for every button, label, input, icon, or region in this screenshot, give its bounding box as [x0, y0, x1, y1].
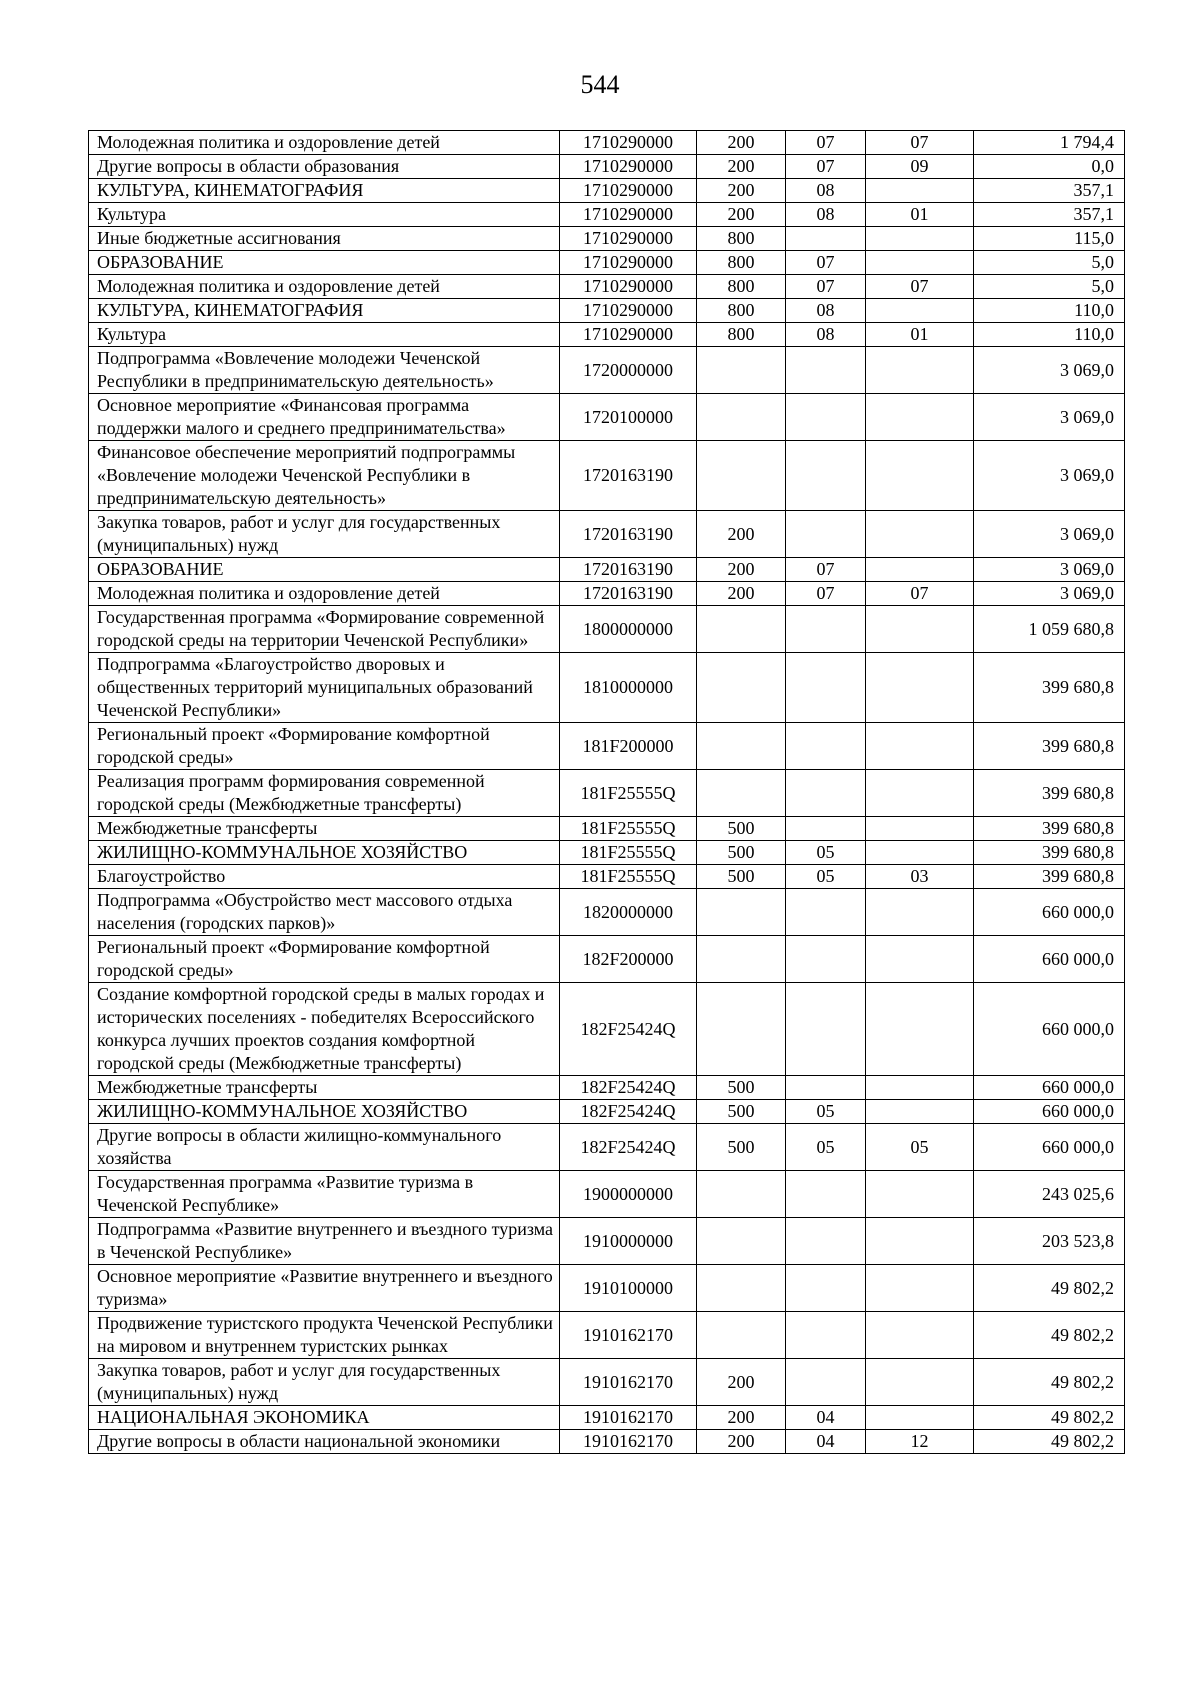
row-amount-cell: 660 000,0 — [974, 1100, 1125, 1124]
row-section-cell — [786, 653, 866, 723]
row-code-cell: 182F25424Q — [560, 1076, 697, 1100]
table-row — [89, 179, 1125, 203]
row-name-cell: Подпрограмма «Обустройство мест массового отдыха населения (городских парков)» — [89, 889, 560, 936]
row-expense-type-cell: 200 — [697, 511, 786, 558]
row-expense-type-cell — [697, 394, 786, 441]
row-code-cell: 1710290000 — [560, 227, 697, 251]
table-row — [89, 1218, 1125, 1265]
row-expense-type-cell: 200 — [697, 1430, 786, 1454]
row-section-cell — [786, 983, 866, 1076]
row-code-cell: 1910100000 — [560, 1265, 697, 1312]
row-name-cell: Подпрограмма «Вовлечение молодежи Чеченской Республики в предпринимательскую деятельность» — [89, 347, 560, 394]
row-expense-type-cell — [697, 770, 786, 817]
row-expense-type-cell — [697, 983, 786, 1076]
row-expense-type-cell: 500 — [697, 865, 786, 889]
row-code-cell: 1710290000 — [560, 155, 697, 179]
table-row — [89, 723, 1125, 770]
row-section-cell — [786, 1218, 866, 1265]
row-section-cell: 07 — [786, 582, 866, 606]
row-name-cell: Другие вопросы в области национальной экономики — [89, 1430, 560, 1454]
row-code-cell: 1710290000 — [560, 251, 697, 275]
row-amount-cell: 203 523,8 — [974, 1218, 1125, 1265]
row-expense-type-cell: 200 — [697, 558, 786, 582]
row-expense-type-cell — [697, 1218, 786, 1265]
table-row — [89, 1312, 1125, 1359]
row-name-cell: Государственная программа «Формирование современной городской среды на территории Чеченской Республики» — [89, 606, 560, 653]
row-subsection-cell: 07 — [866, 582, 974, 606]
row-section-cell — [786, 394, 866, 441]
row-name-cell: Основное мероприятие «Развитие внутреннего и въездного туризма» — [89, 1265, 560, 1312]
row-amount-cell: 3 069,0 — [974, 347, 1125, 394]
row-name-cell: Молодежная политика и оздоровление детей — [89, 582, 560, 606]
row-expense-type-cell — [697, 889, 786, 936]
table-row — [89, 1430, 1125, 1454]
row-expense-type-cell — [697, 347, 786, 394]
row-section-cell — [786, 1359, 866, 1406]
row-name-cell: Молодежная политика и оздоровление детей — [89, 275, 560, 299]
row-subsection-cell — [866, 1171, 974, 1218]
row-section-cell — [786, 770, 866, 817]
row-name-cell: Закупка товаров, работ и услуг для государственных (муниципальных) нужд — [89, 511, 560, 558]
row-section-cell — [786, 227, 866, 251]
row-code-cell: 182F25424Q — [560, 1124, 697, 1171]
row-name-cell: Другие вопросы в области образования — [89, 155, 560, 179]
row-amount-cell: 49 802,2 — [974, 1312, 1125, 1359]
row-amount-cell: 399 680,8 — [974, 653, 1125, 723]
row-amount-cell: 110,0 — [974, 323, 1125, 347]
row-subsection-cell — [866, 1100, 974, 1124]
row-code-cell: 1710290000 — [560, 131, 697, 155]
table-row — [89, 817, 1125, 841]
row-expense-type-cell: 200 — [697, 179, 786, 203]
row-amount-cell: 357,1 — [974, 203, 1125, 227]
row-section-cell: 08 — [786, 299, 866, 323]
table-row — [89, 131, 1125, 155]
row-subsection-cell — [866, 251, 974, 275]
row-expense-type-cell: 200 — [697, 582, 786, 606]
row-name-cell: Молодежная политика и оздоровление детей — [89, 131, 560, 155]
row-expense-type-cell: 500 — [697, 1124, 786, 1171]
row-name-cell: Подпрограмма «Благоустройство дворовых и общественных территорий муниципальных образований Чеченской Республики» — [89, 653, 560, 723]
row-expense-type-cell: 500 — [697, 1100, 786, 1124]
row-code-cell: 182F25424Q — [560, 1100, 697, 1124]
row-expense-type-cell — [697, 1265, 786, 1312]
table-row — [89, 1124, 1125, 1171]
row-code-cell: 182F25424Q — [560, 983, 697, 1076]
row-code-cell: 1910162170 — [560, 1359, 697, 1406]
row-name-cell: ЖИЛИЩНО-КОММУНАЛЬНОЕ ХОЗЯЙСТВО — [89, 841, 560, 865]
row-code-cell: 1720100000 — [560, 394, 697, 441]
row-code-cell: 182F200000 — [560, 936, 697, 983]
row-section-cell: 05 — [786, 841, 866, 865]
table-row — [89, 770, 1125, 817]
row-name-cell: ОБРАЗОВАНИЕ — [89, 558, 560, 582]
row-code-cell: 1810000000 — [560, 653, 697, 723]
row-section-cell: 04 — [786, 1406, 866, 1430]
row-amount-cell: 660 000,0 — [974, 889, 1125, 936]
row-expense-type-cell — [697, 1171, 786, 1218]
row-subsection-cell — [866, 889, 974, 936]
row-amount-cell: 110,0 — [974, 299, 1125, 323]
row-amount-cell: 3 069,0 — [974, 511, 1125, 558]
row-name-cell: Благоустройство — [89, 865, 560, 889]
row-amount-cell: 399 680,8 — [974, 723, 1125, 770]
row-name-cell: Подпрограмма «Развитие внутреннего и въездного туризма в Чеченской Республике» — [89, 1218, 560, 1265]
row-code-cell: 181F25555Q — [560, 865, 697, 889]
row-code-cell: 181F25555Q — [560, 817, 697, 841]
row-subsection-cell — [866, 394, 974, 441]
row-section-cell: 05 — [786, 1124, 866, 1171]
table-row — [89, 1265, 1125, 1312]
row-code-cell: 1720163190 — [560, 558, 697, 582]
row-amount-cell: 1 794,4 — [974, 131, 1125, 155]
row-amount-cell: 243 025,6 — [974, 1171, 1125, 1218]
row-amount-cell: 660 000,0 — [974, 983, 1125, 1076]
row-section-cell: 08 — [786, 203, 866, 227]
table-row — [89, 653, 1125, 723]
table-row — [89, 227, 1125, 251]
row-subsection-cell: 03 — [866, 865, 974, 889]
table-row — [89, 275, 1125, 299]
row-subsection-cell: 12 — [866, 1430, 974, 1454]
row-name-cell: НАЦИОНАЛЬНАЯ ЭКОНОМИКА — [89, 1406, 560, 1430]
row-code-cell: 1720163190 — [560, 511, 697, 558]
row-expense-type-cell: 800 — [697, 275, 786, 299]
row-name-cell: Региональный проект «Формирование комфортной городской среды» — [89, 723, 560, 770]
row-name-cell: КУЛЬТУРА, КИНЕМАТОГРАФИЯ — [89, 179, 560, 203]
row-code-cell: 1710290000 — [560, 299, 697, 323]
row-subsection-cell: 09 — [866, 155, 974, 179]
table-row — [89, 155, 1125, 179]
row-name-cell: ОБРАЗОВАНИЕ — [89, 251, 560, 275]
row-section-cell — [786, 889, 866, 936]
table-row — [89, 1406, 1125, 1430]
row-name-cell: Культура — [89, 203, 560, 227]
row-code-cell: 1910162170 — [560, 1312, 697, 1359]
row-expense-type-cell: 500 — [697, 817, 786, 841]
page-number: 544 — [580, 70, 620, 99]
row-name-cell: Государственная программа «Развитие туризма в Чеченской Республике» — [89, 1171, 560, 1218]
table-row — [89, 582, 1125, 606]
row-expense-type-cell — [697, 1312, 786, 1359]
budget-table-body — [89, 131, 1125, 1454]
row-subsection-cell — [866, 983, 974, 1076]
row-amount-cell: 3 069,0 — [974, 441, 1125, 511]
table-row — [89, 865, 1125, 889]
row-name-cell: Закупка товаров, работ и услуг для государственных (муниципальных) нужд — [89, 1359, 560, 1406]
table-row — [89, 1076, 1125, 1100]
row-subsection-cell — [866, 606, 974, 653]
row-subsection-cell — [866, 1218, 974, 1265]
row-amount-cell: 1 059 680,8 — [974, 606, 1125, 653]
row-expense-type-cell: 800 — [697, 299, 786, 323]
row-name-cell: Продвижение туристского продукта Чеченской Республики на мировом и внутреннем туристских рынках — [89, 1312, 560, 1359]
row-code-cell: 181F25555Q — [560, 841, 697, 865]
table-row — [89, 936, 1125, 983]
row-expense-type-cell: 500 — [697, 1076, 786, 1100]
row-name-cell: Межбюджетные трансферты — [89, 817, 560, 841]
row-subsection-cell — [866, 179, 974, 203]
row-subsection-cell: 07 — [866, 275, 974, 299]
row-code-cell: 181F25555Q — [560, 770, 697, 817]
row-name-cell: Культура — [89, 323, 560, 347]
row-section-cell: 07 — [786, 275, 866, 299]
row-section-cell — [786, 1171, 866, 1218]
row-subsection-cell — [866, 227, 974, 251]
row-section-cell — [786, 723, 866, 770]
row-amount-cell: 399 680,8 — [974, 865, 1125, 889]
row-section-cell: 08 — [786, 179, 866, 203]
row-expense-type-cell — [697, 606, 786, 653]
row-subsection-cell: 01 — [866, 323, 974, 347]
row-name-cell: КУЛЬТУРА, КИНЕМАТОГРАФИЯ — [89, 299, 560, 323]
row-expense-type-cell: 200 — [697, 131, 786, 155]
row-subsection-cell: 07 — [866, 131, 974, 155]
row-expense-type-cell: 200 — [697, 1406, 786, 1430]
row-subsection-cell — [866, 653, 974, 723]
row-expense-type-cell — [697, 653, 786, 723]
row-expense-type-cell: 200 — [697, 203, 786, 227]
row-subsection-cell: 01 — [866, 203, 974, 227]
row-section-cell: 07 — [786, 558, 866, 582]
row-section-cell: 07 — [786, 131, 866, 155]
row-section-cell: 07 — [786, 155, 866, 179]
row-code-cell: 1720000000 — [560, 347, 697, 394]
row-subsection-cell — [866, 511, 974, 558]
row-subsection-cell — [866, 558, 974, 582]
table-row — [89, 1359, 1125, 1406]
row-code-cell: 1710290000 — [560, 323, 697, 347]
table-row — [89, 251, 1125, 275]
table-row — [89, 203, 1125, 227]
row-code-cell: 1910162170 — [560, 1406, 697, 1430]
row-subsection-cell — [866, 770, 974, 817]
budget-table — [88, 130, 1125, 1454]
row-amount-cell: 399 680,8 — [974, 817, 1125, 841]
row-section-cell: 05 — [786, 865, 866, 889]
row-code-cell: 1710290000 — [560, 203, 697, 227]
row-amount-cell: 357,1 — [974, 179, 1125, 203]
row-subsection-cell — [866, 817, 974, 841]
table-row — [89, 558, 1125, 582]
row-section-cell — [786, 817, 866, 841]
row-section-cell: 04 — [786, 1430, 866, 1454]
row-subsection-cell — [866, 1265, 974, 1312]
row-subsection-cell — [866, 299, 974, 323]
row-subsection-cell — [866, 723, 974, 770]
row-name-cell: Другие вопросы в области жилищно-коммунального хозяйства — [89, 1124, 560, 1171]
row-name-cell: Реализация программ формирования современной городской среды (Межбюджетные трансферты) — [89, 770, 560, 817]
row-subsection-cell — [866, 1359, 974, 1406]
row-section-cell: 05 — [786, 1100, 866, 1124]
row-expense-type-cell — [697, 441, 786, 511]
table-row — [89, 511, 1125, 558]
row-name-cell: Финансовое обеспечение мероприятий подпрограммы «Вовлечение молодежи Чеченской Республики в предпринимательскую деятельность» — [89, 441, 560, 511]
row-amount-cell: 0,0 — [974, 155, 1125, 179]
row-code-cell: 1900000000 — [560, 1171, 697, 1218]
row-name-cell: Основное мероприятие «Финансовая программа поддержки малого и среднего предпринимательства» — [89, 394, 560, 441]
row-expense-type-cell: 800 — [697, 227, 786, 251]
table-row — [89, 441, 1125, 511]
row-expense-type-cell: 800 — [697, 323, 786, 347]
row-subsection-cell: 05 — [866, 1124, 974, 1171]
row-code-cell: 181F200000 — [560, 723, 697, 770]
row-amount-cell: 49 802,2 — [974, 1406, 1125, 1430]
row-subsection-cell — [866, 1312, 974, 1359]
row-section-cell — [786, 1312, 866, 1359]
table-row — [89, 606, 1125, 653]
table-row — [89, 299, 1125, 323]
row-amount-cell: 660 000,0 — [974, 1124, 1125, 1171]
row-code-cell: 1910000000 — [560, 1218, 697, 1265]
row-amount-cell: 49 802,2 — [974, 1359, 1125, 1406]
row-code-cell: 1710290000 — [560, 275, 697, 299]
table-row — [89, 1171, 1125, 1218]
row-name-cell: ЖИЛИЩНО-КОММУНАЛЬНОЕ ХОЗЯЙСТВО — [89, 1100, 560, 1124]
row-section-cell — [786, 347, 866, 394]
row-code-cell: 1800000000 — [560, 606, 697, 653]
row-subsection-cell — [866, 1406, 974, 1430]
row-subsection-cell — [866, 1076, 974, 1100]
row-code-cell: 1720163190 — [560, 441, 697, 511]
row-subsection-cell — [866, 347, 974, 394]
row-expense-type-cell: 200 — [697, 155, 786, 179]
row-amount-cell: 49 802,2 — [974, 1265, 1125, 1312]
row-section-cell — [786, 511, 866, 558]
row-expense-type-cell: 200 — [697, 1359, 786, 1406]
table-row — [89, 983, 1125, 1076]
row-name-cell: Межбюджетные трансферты — [89, 1076, 560, 1100]
row-code-cell: 1910162170 — [560, 1430, 697, 1454]
row-amount-cell: 5,0 — [974, 275, 1125, 299]
table-row — [89, 889, 1125, 936]
row-section-cell — [786, 441, 866, 511]
table-row — [89, 394, 1125, 441]
row-code-cell: 1820000000 — [560, 889, 697, 936]
row-subsection-cell — [866, 441, 974, 511]
row-expense-type-cell: 800 — [697, 251, 786, 275]
row-amount-cell: 5,0 — [974, 251, 1125, 275]
row-code-cell: 1720163190 — [560, 582, 697, 606]
row-amount-cell: 660 000,0 — [974, 936, 1125, 983]
row-name-cell: Региональный проект «Формирование комфортной городской среды» — [89, 936, 560, 983]
table-row — [89, 323, 1125, 347]
row-amount-cell: 3 069,0 — [974, 582, 1125, 606]
row-code-cell: 1710290000 — [560, 179, 697, 203]
row-amount-cell: 399 680,8 — [974, 841, 1125, 865]
row-amount-cell: 3 069,0 — [974, 394, 1125, 441]
row-expense-type-cell: 500 — [697, 841, 786, 865]
row-expense-type-cell — [697, 936, 786, 983]
table-row — [89, 841, 1125, 865]
row-name-cell: Иные бюджетные ассигнования — [89, 227, 560, 251]
row-amount-cell: 49 802,2 — [974, 1430, 1125, 1454]
row-section-cell — [786, 1265, 866, 1312]
row-name-cell: Создание комфортной городской среды в малых городах и исторических поселениях - победителях Всероссийского конкурса лучших проектов создания комфортной городской среды (Межбюджетные трансферты) — [89, 983, 560, 1076]
row-section-cell — [786, 936, 866, 983]
row-subsection-cell — [866, 936, 974, 983]
row-section-cell: 07 — [786, 251, 866, 275]
row-amount-cell: 660 000,0 — [974, 1076, 1125, 1100]
row-subsection-cell — [866, 841, 974, 865]
table-row — [89, 1100, 1125, 1124]
row-section-cell: 08 — [786, 323, 866, 347]
row-amount-cell: 3 069,0 — [974, 558, 1125, 582]
row-amount-cell: 399 680,8 — [974, 770, 1125, 817]
row-amount-cell: 115,0 — [974, 227, 1125, 251]
row-section-cell — [786, 1076, 866, 1100]
row-section-cell — [786, 606, 866, 653]
table-row — [89, 347, 1125, 394]
row-expense-type-cell — [697, 723, 786, 770]
